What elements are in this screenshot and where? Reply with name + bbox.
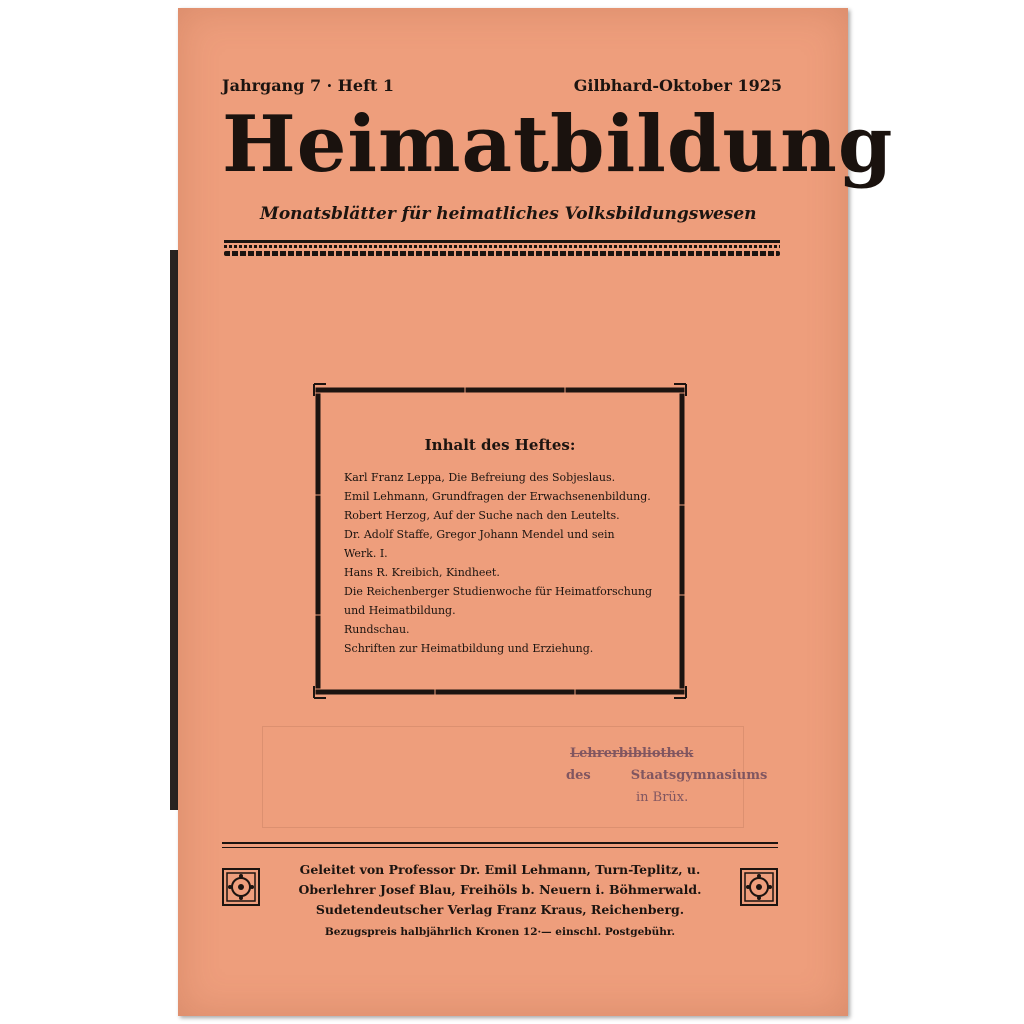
contents-item: Rundschau.	[344, 623, 410, 636]
contents-item: Werk. I.	[344, 547, 388, 560]
contents-item: Die Reichenberger Studienwoche für Heimatforschung	[344, 585, 653, 598]
issue-line	[222, 76, 782, 95]
stamp-line-3: in Brüx.	[636, 790, 689, 805]
magazine-cover	[178, 8, 894, 1016]
contents-item: Robert Herzog, Auf der Suche nach den Leutelts.	[344, 509, 620, 522]
decorative-rule	[224, 240, 780, 258]
issue-number: Jahrgang 7 · Heft 1	[222, 76, 395, 95]
subscription-price: Bezugspreis halbjährlich Kronen 12·— einschl. Postgebühr.	[324, 926, 676, 938]
rosette-ornament-icon	[740, 868, 778, 906]
contents-list	[344, 468, 660, 658]
footer-line-3: Sudetendeutscher Verlag Franz Kraus, Reichenberg.	[315, 902, 685, 917]
publisher-footer	[222, 860, 778, 926]
contents-item: Emil Lehmann, Grundfragen der Erwachsenenbildung.	[344, 490, 651, 503]
footer-line-2: Oberlehrer Josef Blau, Freihöls b. Neuern i. Böhmerwald.	[298, 882, 702, 897]
issue-date: Gilbhard-Oktober 1925	[573, 76, 782, 95]
contents-item: Karl Franz Leppa, Die Befreiung des Sobjeslaus.	[344, 471, 616, 484]
footer-line-1: Geleitet von Professor Dr. Emil Lehmann, Turn-Teplitz, u.	[299, 862, 701, 877]
binding-spine	[170, 250, 178, 810]
contents-item: und Heimatbildung.	[344, 604, 456, 617]
library-stamp	[566, 743, 768, 809]
contents-item: Hans R. Kreibich, Kindheet.	[344, 566, 500, 579]
magazine-subtitle: Monatsblätter für heimatliches Volksbildungswesen	[260, 204, 757, 224]
footer-rule-top	[222, 842, 778, 844]
stamp-line-2a: des	[566, 768, 591, 783]
contents-box	[312, 382, 688, 700]
stamp-line-2b: Staatsgymnasiums	[630, 768, 768, 783]
footer-rule-top-thin	[222, 847, 778, 848]
rosette-ornament-icon	[222, 868, 260, 906]
magazine-title: Heimatbildung	[222, 99, 894, 190]
stamp-line-1: Lehrerbibliothek	[570, 746, 694, 761]
contents-item: Dr. Adolf Staffe, Gregor Johann Mendel und sein	[344, 528, 615, 541]
contents-item: Schriften zur Heimatbildung und Erziehung.	[344, 642, 594, 655]
contents-heading: Inhalt des Heftes:	[424, 436, 576, 454]
footer-text	[284, 860, 716, 920]
